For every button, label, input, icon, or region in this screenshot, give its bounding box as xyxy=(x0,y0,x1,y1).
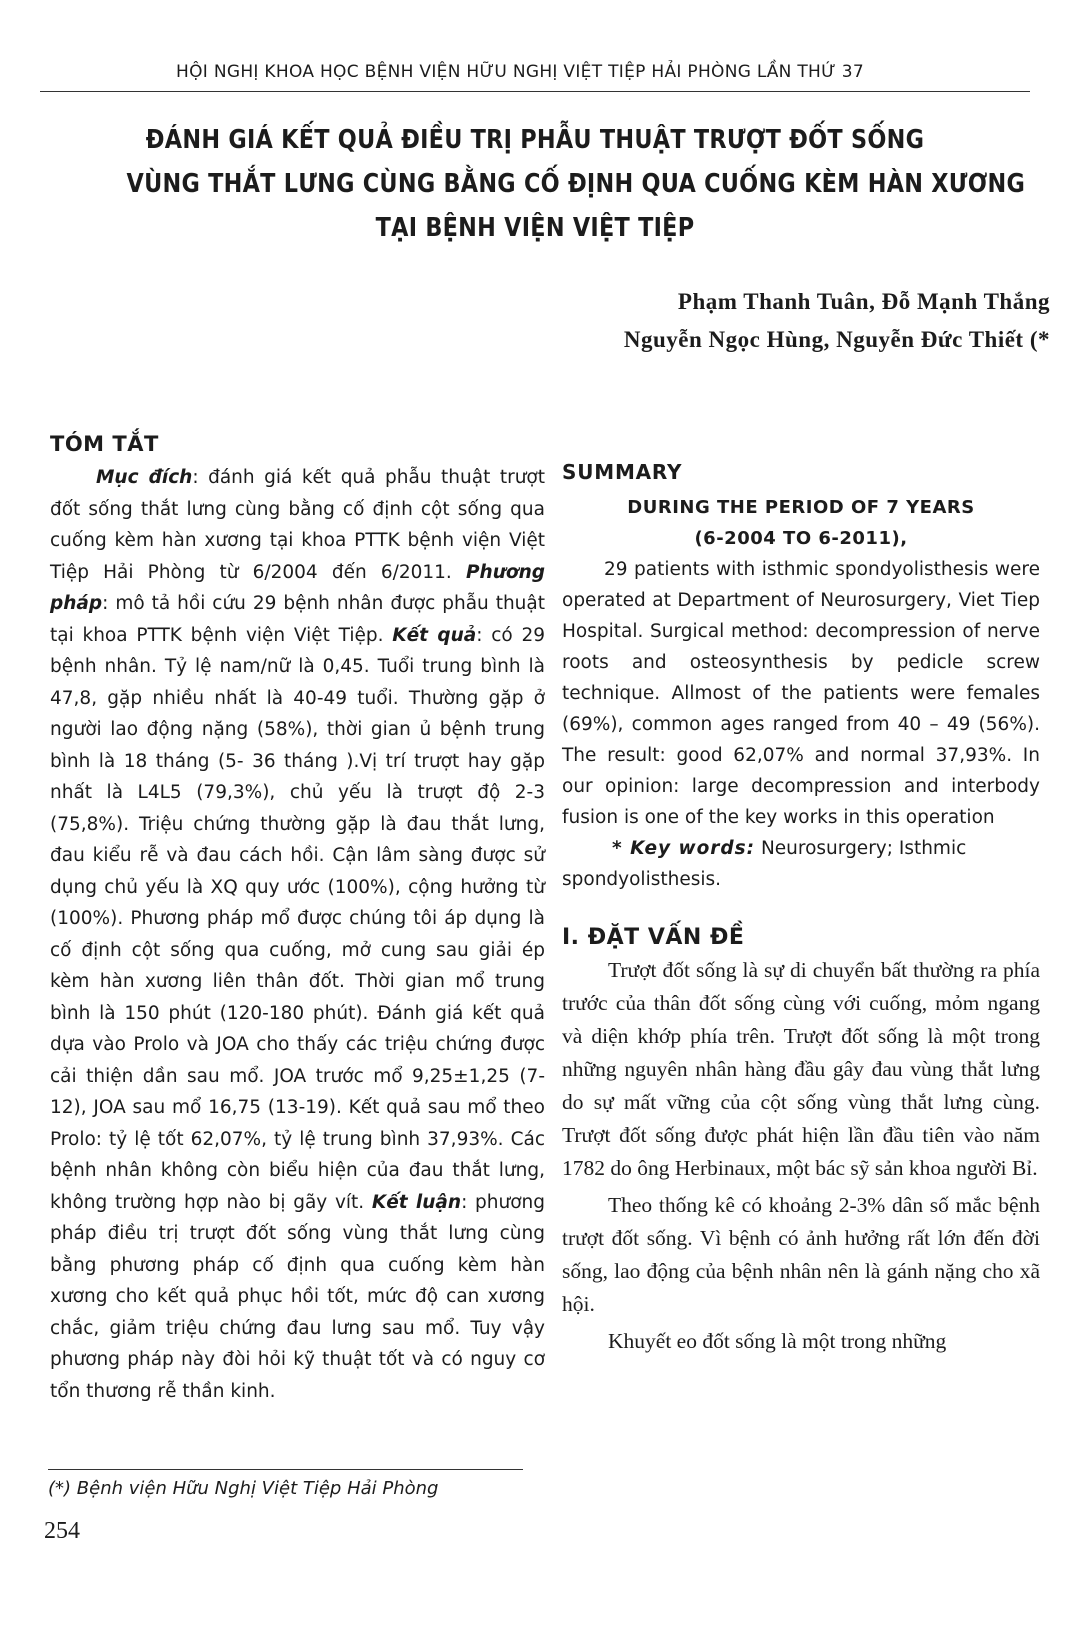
left-column xyxy=(50,432,545,1407)
right-column xyxy=(562,460,1040,1362)
title-line-3: TẠI BỆNH VIỆN VIỆT TIỆP xyxy=(375,213,695,243)
intro-paragraph-1: Trượt đốt sống là sự di chuyển bất thường ra phía trước của thân đốt sống cùng với cuống, mỏm ngang và diện khớp phía trên. Trượt đốt sống là một trong những nguyên nhân hàng đầu gây đau vùng thắt lưng do sự mất vững của cột sống vùng thắt lưng cùng. Trượt đốt sống được phát hiện lần đầu tiên vào năm 1782 do ông Herbinaux, một bác sỹ sản khoa người Bỉ. xyxy=(562,958,1040,1180)
authors-line-2: Nguyễn Ngọc Hùng, Nguyễn Đức Thiết (* xyxy=(623,327,1050,352)
text-conclusion: : phương pháp điều trị trượt đốt sống vùng thắt lưng cùng bằng phương pháp cố định qua cuống kèm hàn xương cho kết quả phục hồi tốt, mức độ can xương chắc, giảm triệu chứng đau lưng sau mổ. Tuy vậy phương pháp này đòi hỏi kỹ thuật tốt và có nguy cơ tổn thương rễ thần kinh. xyxy=(50,1191,546,1402)
keywords xyxy=(562,833,1040,895)
keywords-label: * Key words: xyxy=(612,838,756,859)
intro-paragraph-3: Khuyết eo đốt sống là một trong những xyxy=(608,1329,947,1353)
label-method: Phương pháp xyxy=(50,561,545,614)
footnote: (*) Bệnh viện Hữu Nghị Việt Tiệp Hải Phòng xyxy=(48,1478,439,1499)
authors xyxy=(624,283,1050,359)
summary-period-line-2: (6-2004 TO 6-2011), xyxy=(694,528,908,549)
abstract-text xyxy=(50,462,545,1407)
conference-header: HỘI NGHỊ KHOA HỌC BỆNH VIỆN HỮU NGHỊ VIỆT TIỆP HẢI PHÒNG LẦN THỨ 37 xyxy=(176,62,864,82)
article-title xyxy=(126,118,1026,250)
label-result: Kết quả xyxy=(392,624,477,646)
intro-heading: I. ĐẶT VẤN ĐỀ xyxy=(562,925,745,950)
authors-line-1: Phạm Thanh Tuân, Đỗ Mạnh Thắng xyxy=(677,289,1050,314)
abstract-heading: TÓM TẮT xyxy=(50,432,159,456)
label-purpose: Mục đích xyxy=(96,467,193,488)
text-purpose: : đánh giá kết quả phẫu thuật trượt đốt sống thắt lưng cùng bằng cố định cột sống qua cuống kèm hàn xương tại khoa PTTK bệnh viện Việt Tiệp Hải Phòng từ 6/2004 đến 6/2011. xyxy=(50,467,545,583)
title-line-1: ĐÁNH GIÁ KẾT QUẢ ĐIỀU TRỊ PHẪU THUẬT TRƯỢT ĐỐT SỐNG xyxy=(145,125,925,155)
text-result: : có 29 bệnh nhân. Tỷ lệ nam/nữ là 0,45. Tuổi trung bình là 47,8, gặp nhiều nhất là 40-49 tuổi. Thường gặp ở người lao động nặng (58%), thời gian ủ bệnh trung bình là 18 tháng (5- 36 tháng ).Vị trí trượt hay gặp nhất là L4L5 (79,3%), chủ yếu là trượt độ 2-3 (75,8%). Triệu chứng thường gặp là đau thắt lưng, đau kiểu rễ và đau cách hồi. Cận lâm sàng được sử dụng chủ yếu là XQ quy ước (100%), cộng hưởng từ (100%). Phương pháp mổ được chúng tôi áp dụng là cố định cột sống qua cuống, mở cung sau giải ép kèm hàn xương liên thân đốt. Thời gian mổ trung bình là 150 phút (120-180 phút). Đánh giá kết quả dựa vào Prolo và JOA cho thấy các triệu chứng được cải thiện dần sau mổ. JOA trước mổ 9,25±1,25 (7-12), JOA sau mổ 16,75 (13-19). Kết quả sau mổ theo Prolo: tỷ lệ tốt 62,07%, tỷ lệ trung bình 37,93%. Các bệnh nhân không còn biểu hiện của đau thắt lưng, không trường hợp nào bị gãy vít. xyxy=(50,624,545,1213)
page-number: 254 xyxy=(44,1518,80,1544)
footnote-rule xyxy=(48,1469,523,1470)
summary-heading: SUMMARY xyxy=(562,460,683,484)
summary-body: 29 patients with isthmic spondyolisthesis were operated at Department of Neurosurgery, Viet Tiep Hospital. Surgical method: decompression of nerve roots and osteosynthesis by pedicle screw technique. Allmost of the patients were females (69%), common ages ranged from 40 – 49 (56%). The result: good 62,07% and normal 37,93%. In our opinion: large decompression and interbody fusion is one of the key works in this operation xyxy=(562,559,1040,828)
intro-paragraph-2: Theo thống kê có khoảng 2-3% dân số mắc bệnh trượt đốt sống. Vì bệnh có ảnh hưởng rất lớn đến đời sống, lao động của bệnh nhân nên là gánh nặng cho xã hội. xyxy=(562,1193,1040,1316)
title-line-2: VÙNG THẮT LƯNG CÙNG BẰNG CỐ ĐỊNH QUA CUỐNG KÈM HÀN XƯƠNG xyxy=(126,169,1026,199)
text-method: : mô tả hồi cứu 29 bệnh nhân được phẫu thuật tại khoa PTTK bệnh viện Việt Tiệp. xyxy=(50,593,545,646)
keywords-text: Neurosurgery; Isthmic spondyolisthesis. xyxy=(562,838,967,890)
label-conclusion: Kết luận xyxy=(371,1191,462,1213)
header-rule xyxy=(40,91,1030,92)
summary-period-line-1: DURING THE PERIOD OF 7 YEARS xyxy=(627,497,975,518)
